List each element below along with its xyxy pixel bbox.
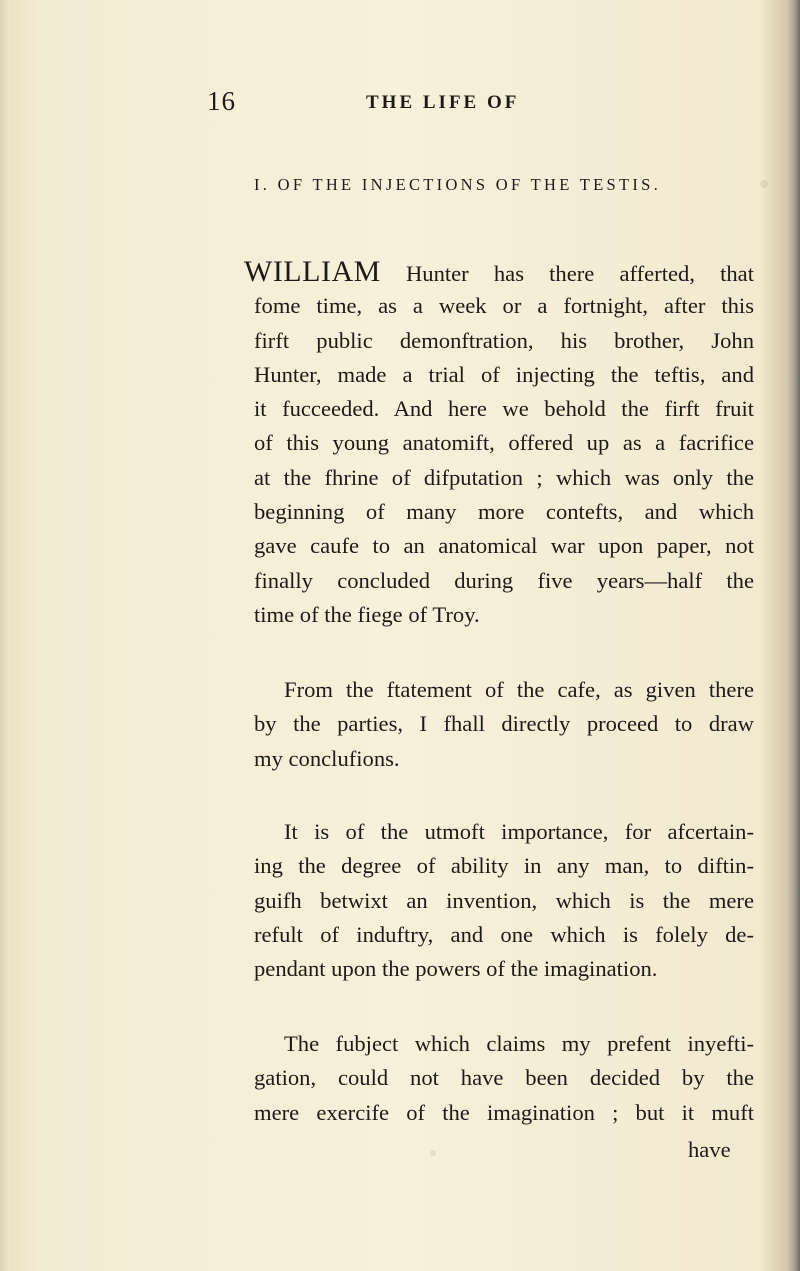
text-line: time of the fiege of Troy. (254, 601, 480, 627)
text-line: of this young anatomift, offered up as a facrifice (254, 430, 754, 456)
text-line: guifh betwixt an invention, which is the mere (254, 887, 754, 913)
text-line: ing the degree of ability in any man, to diftin- (254, 853, 754, 879)
text-line (244, 255, 754, 289)
text-line: It is of the utmoft importance, for afcertain- (284, 819, 754, 844)
text-line: mere exercife of the imagination ; but it muft (254, 1099, 754, 1125)
page-header (0, 86, 800, 126)
text-line: Hunter, made a trial of injecting the teftis, and (254, 361, 754, 387)
catchword: have (688, 1137, 731, 1162)
paper-spot (760, 180, 768, 188)
running-head: THE LIFE OF (366, 92, 520, 113)
text-line: at the fhrine of difputation ; which was only the (254, 464, 754, 490)
paragraph (254, 673, 754, 776)
text-line: my conclufions. (254, 745, 400, 771)
line-text: Hunter has there afferted, that (405, 261, 754, 286)
text-line: it fucceeded. And here we behold the firft fruit (254, 396, 754, 422)
text-line: finally concluded during five years—half the (254, 567, 754, 593)
section-heading: I. OF THE INJECTIONS OF THE TESTIS. (254, 175, 662, 194)
text-line: by the parties, I fhall directly proceed to draw (254, 711, 754, 737)
text-line: The fubject which claims my prefent inyefti- (284, 1031, 754, 1056)
paragraph (254, 815, 754, 986)
paper-spot (430, 1150, 436, 1156)
page-right-edge (786, 0, 800, 1271)
text-line: beginning of many more contefts, and which (254, 499, 754, 525)
lead-word: WILLIAM (244, 255, 381, 288)
paragraph (254, 1027, 754, 1130)
text-line: fome time, as a week or a fortnight, after this (254, 293, 754, 319)
text-line: gave caufe to an anatomical war upon paper, not (254, 533, 754, 559)
text-line: refult of induftry, and one which is folely de- (254, 921, 754, 947)
paragraph (244, 255, 754, 632)
text-line: pendant upon the powers of the imagination. (254, 956, 658, 982)
text-line: From the ftatement of the cafe, as given there (284, 677, 754, 702)
page-left-edge (0, 0, 10, 1271)
page-number: 16 (207, 86, 236, 116)
text-line: gation, could not have been decided by the (254, 1065, 754, 1091)
text-line: firft public demonftration, his brother, John (254, 327, 754, 353)
